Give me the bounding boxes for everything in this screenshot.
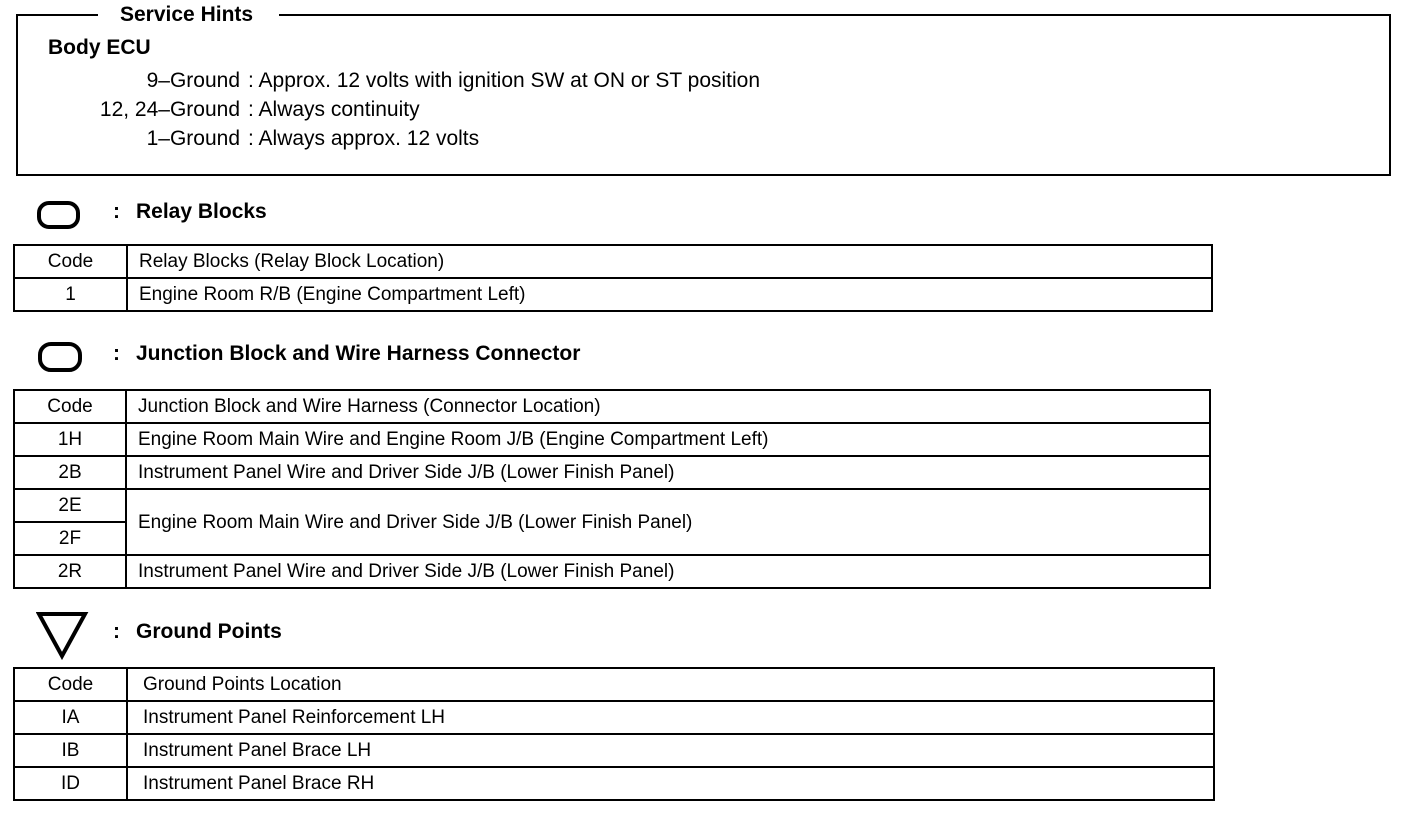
relay-blocks-table: [13, 244, 1213, 312]
location-cell: Instrument Panel Wire and Driver Side J/B (Lower Finish Panel): [126, 555, 1210, 588]
code-cell: 1: [14, 278, 127, 311]
column-header-location: Ground Points Location: [127, 668, 1214, 701]
junction-block-table: [13, 389, 1211, 589]
hint-separator: : Always continuity: [248, 98, 420, 121]
code-cell: IB: [14, 734, 127, 767]
column-header-code: Code: [14, 668, 127, 701]
code-cell: 2B: [14, 456, 126, 489]
relay-blocks-title: Relay Blocks: [136, 200, 267, 223]
hint-separator: : Approx. 12 volts with ignition SW at ON or ST position: [248, 69, 761, 92]
code-cell: IA: [14, 701, 127, 734]
hint-desc: Always continuity: [258, 98, 420, 121]
table-header-row: [14, 668, 1214, 701]
column-header-code: Code: [14, 390, 126, 423]
heading-colon: :: [113, 342, 120, 365]
location-cell: Instrument Panel Reinforcement LH: [127, 701, 1214, 734]
rounded-rectangle-icon: [36, 338, 86, 378]
table-row: [14, 701, 1214, 734]
heading-colon: :: [113, 200, 120, 223]
location-cell: Instrument Panel Brace LH: [127, 734, 1214, 767]
table-row: [14, 456, 1210, 489]
table-header-row: [14, 390, 1210, 423]
hint-term: 9–Ground: [146, 69, 240, 92]
location-cell: Instrument Panel Wire and Driver Side J/B (Lower Finish Panel): [126, 456, 1210, 489]
table-row: [14, 555, 1210, 588]
table-row: [14, 278, 1212, 311]
column-header-location: Relay Blocks (Relay Block Location): [127, 245, 1212, 278]
table-header-row: [14, 245, 1212, 278]
location-cell: Engine Room Main Wire and Engine Room J/B (Engine Compartment Left): [126, 423, 1210, 456]
code-cell: 2R: [14, 555, 126, 588]
table-row: [14, 423, 1210, 456]
hint-term: 1–Ground: [146, 127, 240, 150]
column-header-code: Code: [14, 245, 127, 278]
location-cell: Engine Room R/B (Engine Compartment Left): [127, 278, 1212, 311]
heading-colon: :: [113, 620, 120, 643]
hint-separator: : Always approx. 12 volts: [248, 127, 480, 150]
code-cell: 2E: [14, 489, 126, 522]
code-cell: 1H: [14, 423, 126, 456]
hint-desc: Approx. 12 volts with ignition SW at ON or ST position: [258, 69, 761, 92]
service-hints-title: Service Hints: [98, 2, 279, 28]
table-row: [14, 489, 1210, 522]
hint-term: 12, 24–Ground: [99, 98, 240, 121]
table-row: [14, 767, 1214, 800]
code-cell: 2F: [14, 522, 126, 555]
code-cell: ID: [14, 767, 127, 800]
service-hints-box: [16, 3, 1391, 176]
down-triangle-icon: [36, 610, 92, 662]
location-cell: Engine Room Main Wire and Driver Side J/B (Lower Finish Panel): [126, 489, 1210, 555]
ground-points-table: [13, 667, 1215, 801]
junction-block-title: Junction Block and Wire Harness Connector: [136, 342, 581, 365]
hint-desc: Always approx. 12 volts: [258, 127, 480, 150]
ground-points-title: Ground Points: [136, 620, 282, 643]
column-header-location: Junction Block and Wire Harness (Connector Location): [126, 390, 1210, 423]
rounded-rectangle-icon: [36, 196, 82, 234]
table-row: [14, 734, 1214, 767]
location-cell: Instrument Panel Brace RH: [127, 767, 1214, 800]
component-name: Body ECU: [48, 36, 151, 59]
